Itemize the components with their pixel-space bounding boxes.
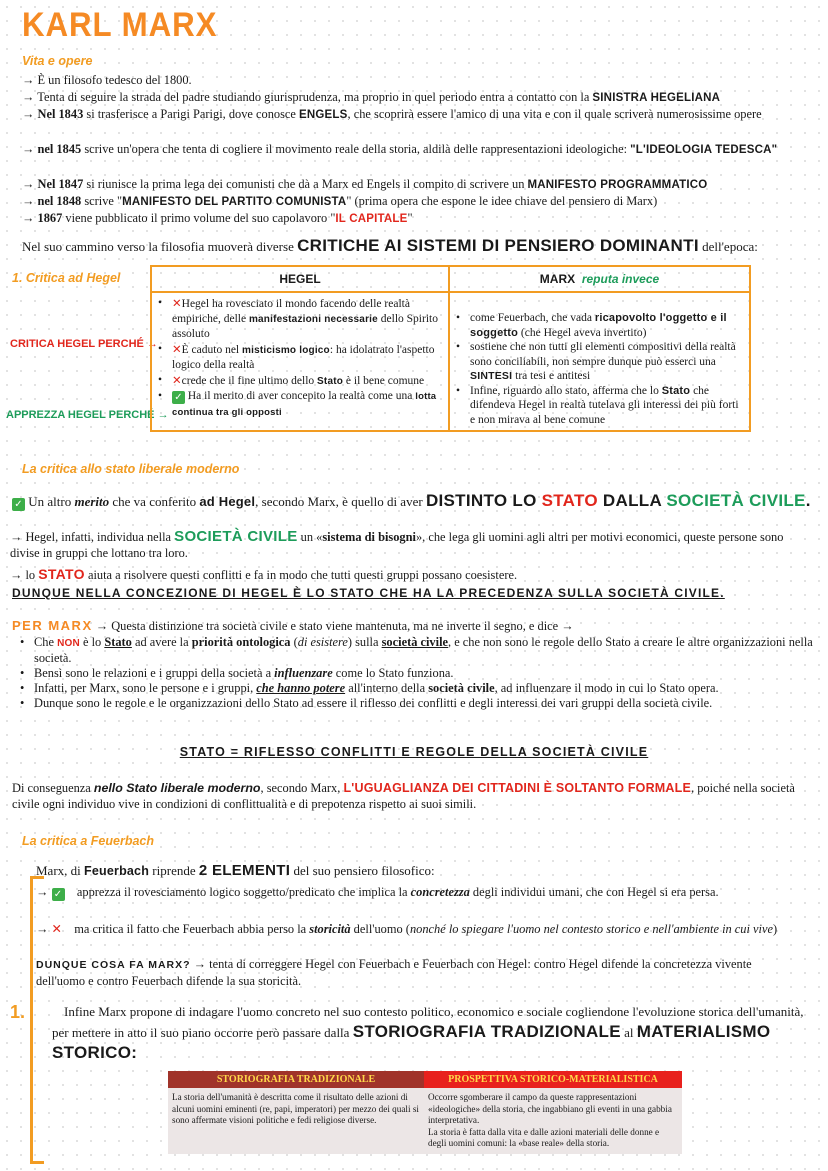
feuerbach-dunque: DUNQUE COSA FA MARX? → tenta di correggere Hegel con Feuerbach e Feuerbach con Hegel: contro Hegel difende la concretezza vivente dell'uomo e contro Feuerbach difende la sua storicità. <box>36 957 752 988</box>
section-feuerbach-heading: La critica a Feuerbach <box>22 834 155 848</box>
stato-paragraph: → lo STATO aiuta a risolvere questi conflitti e fa in modo che tutti questi gruppi possano coesistere. <box>10 566 518 582</box>
storiografia-table <box>168 1071 682 1154</box>
cross-mark-icon: ✕ <box>172 341 182 356</box>
marx-item-2: • sostiene che non tutti gli elementi compositivi della realtà sono conciliabili, non sempre dunque può esserci una SINTESI tra tesi e antitesi <box>454 340 745 384</box>
dunque-conclusion: DUNQUE NELLA CONCEZIONE DI HEGEL È LO STATO CHE HA LA PRECEDENZA SULLA SOCIETÀ CIVILE. <box>12 586 725 600</box>
section-vita-heading: Vita e opere <box>22 54 93 68</box>
storiografia-header: STORIOGRAFIA TRADIZIONALE <box>168 1071 424 1088</box>
critiche-intro: Nel suo cammino verso la filosofia muoverà diverse CRITICHE AI SISTEMI DI PENSIERO DOMINANTI dell'epoca: <box>22 236 758 255</box>
cross-mark-icon: ✕ <box>172 372 182 387</box>
marx-item-1: • come Feuerbach, che vada ricapovolto l'oggetto e il soggetto (che Hegel aveva invertito) <box>454 311 745 340</box>
per-marx-line: PER MARX → Questa distinzione tra società civile e stato viene mantenuta, ma ne inverte il segno, e dice → <box>12 618 574 633</box>
hegel-societa-paragraph: → Hegel, infatti, individua nella SOCIETÀ CIVILE un «sistema di bisogni», che lega gli uomini agli altri per motivi economici, queste persone sono divise in gruppi che lottano tra loro. <box>10 528 784 560</box>
page-title: KARL MARX <box>22 6 218 44</box>
storiografia-cell: La storia dell'umanità è descritta come il risultato delle azioni di alcuni uomini eminenti (re, papi, imperatori) per mezzo dei quali si sono affermate visioni politiche e fedi religiose diverse. <box>168 1088 424 1154</box>
materialismo-paragraph: Infine Marx propone di indagare l'uomo concreto nel suo contesto politico, economico e sociale cogliendone l'evoluzione storica dell'umanità, per mettere in atto il suo piano occorre però passare dalla STORIOGRAFIA TRADIZIONALE al MATERIALISMO STORICO: <box>52 1004 804 1062</box>
vita-line-2: → Tenta di seguire la strada del padre studiando giurisprudenza, ma proprio in quel periodo entra a contatto con la SINISTRA HEGELIANA <box>22 90 721 104</box>
materialistica-cell: Occorre sgomberare il campo da queste rappresentazioni «ideologiche» della storia, che ingabbiano gli eventi in una gabbia interpretativa. La storia è fatta dalla vita e dalle azioni materiali delle donne e degli uomini comuni: la «base reale» della storia. <box>424 1088 682 1154</box>
per-marx-bullet-1: • Che NON è lo Stato ad avere la priorità ontologica (di esistere) sulla società civile, e che non sono le regole dello Stato a creare le altre organizzazioni nella società. <box>18 635 813 666</box>
vita-line-4: → nel 1845 scrive un'opera che tenta di cogliere il movimento reale della storia, aldilà delle rappresentazioni ideologiche: "L'IDEOLOGIA TEDESCA" <box>22 142 778 156</box>
critica-hegel-heading: 1. Critica ad Hegel <box>12 271 121 285</box>
side-apprezza-label: APPREZZA HEGEL PERCHÉ → <box>6 409 169 421</box>
feuerbach-number: 1. <box>10 1002 26 1022</box>
marx-item-3: • Infine, riguardo allo stato, afferma che lo Stato che difendeva Hegel in realtà tutelava gli interessi dei più forti e non mirava al bene comune <box>454 384 745 428</box>
per-marx-bullet-2: • Bensì sono le relazioni e i gruppi della società a influenzare come lo Stato funziona. <box>18 666 813 681</box>
per-marx-bullet-3: • Infatti, per Marx, sono le persone e i gruppi, che hanno potere all'interno della società civile, ad influenzare il modo in cui lo Stato opera. <box>18 681 813 696</box>
hegel-cell <box>151 292 449 431</box>
per-marx-bullets <box>18 635 813 711</box>
vita-line-5: → Nel 1847 si riunisce la prima lega dei comunisti che dà a Marx ed Engels il compito di scrivere un MANIFESTO PROGRAMMATICO <box>22 177 708 191</box>
feuerbach-intro: Marx, di Feuerbach riprende 2 ELEMENTI del suo pensiero filosofico: <box>36 862 435 879</box>
formula-stato: STATO = RIFLESSO CONFLITTI E REGOLE DELLA SOCIETÀ CIVILE <box>179 745 649 759</box>
side-critica-label: CRITICA HEGEL PERCHÉ → <box>10 338 158 350</box>
vita-line-6: → nel 1848 scrive "MANIFESTO DEL PARTITO COMUNISTA" (prima opera che espone le idee chiave del pensiero di Marx) <box>22 194 658 208</box>
conseguenza-paragraph: Di conseguenza nello Stato liberale moderno, secondo Marx, L'UGUAGLIANZA DEI CITTADINI È SOLTANTO FORMALE, poiché nella società civile ogni individuo vive in condizioni di conflittualità e di prepotenza rispetto ai suoi simili. <box>12 781 795 811</box>
vita-line-1: → È un filosofo tedesco del 1800. <box>22 73 192 87</box>
cross-mark-icon: ✕ <box>172 296 182 310</box>
hegel-item-3: • ✕crede che il fine ultimo dello Stato è il bene comune <box>156 373 444 390</box>
marx-cell <box>449 292 750 431</box>
check-mark-icon: ✓ <box>12 498 25 511</box>
hegel-item-2: • ✕È caduto nel misticismo logico: ha idolatrato l'aspetto logico della realtà <box>156 342 444 373</box>
merito-paragraph: ✓ Un altro merito che va conferito ad Hegel, secondo Marx, è quello di aver DISTINTO LO STATO DALLA SOCIETÀ CIVILE. <box>12 491 811 511</box>
check-mark-icon: ✓ <box>172 391 185 404</box>
materialistica-header: PROSPETTIVA STORICO-MATERIALISTICA <box>424 1071 682 1088</box>
feuerbach-point-1: → ✓ apprezza il rovesciamento logico soggetto/predicato che implica la concretezza degli individui umani, che con Hegel si era persa. <box>36 885 719 900</box>
check-mark-icon: ✓ <box>52 888 65 901</box>
col-hegel: HEGEL <box>151 266 449 292</box>
feuerbach-bracket <box>30 876 44 1164</box>
vita-line-3: → Nel 1843 si trasferisce a Parigi Parigi, dove conosce ENGELS, che scoprirà essere l'amico di una vita e con il quale scriverà numerosissime opere <box>22 107 762 121</box>
col-marx: MARX reputa invece <box>449 266 750 292</box>
hegel-item-4: • ✓ Ha il merito di aver concepito la realtà come una lotta continua tra gli opposti <box>156 389 444 420</box>
per-marx-bullet-4: • Dunque sono le regole e le organizzazioni dello Stato ad essere il riflesso dei conflitti e degli interessi dei vari gruppi della società civile. <box>18 696 813 711</box>
feuerbach-point-2: → ✕ ma critica il fatto che Feuerbach abbia perso la storicità dell'uomo (nonché lo spiegare l'uomo nel contesto storico e nell'ambiente in cui vive) <box>36 921 778 936</box>
vita-line-7: → 1867 viene pubblicato il primo volume del suo capolavoro "IL CAPITALE" <box>22 211 413 225</box>
cross-mark-icon: ✕ <box>51 921 62 936</box>
hegel-item-1: • ✕Hegel ha rovesciato il mondo facendo delle realtà empiriche, delle manifestazioni necessarie dello Spirito assoluto <box>156 296 444 342</box>
hegel-marx-table <box>150 265 751 432</box>
section-liberale-heading: La critica allo stato liberale moderno <box>22 462 240 476</box>
